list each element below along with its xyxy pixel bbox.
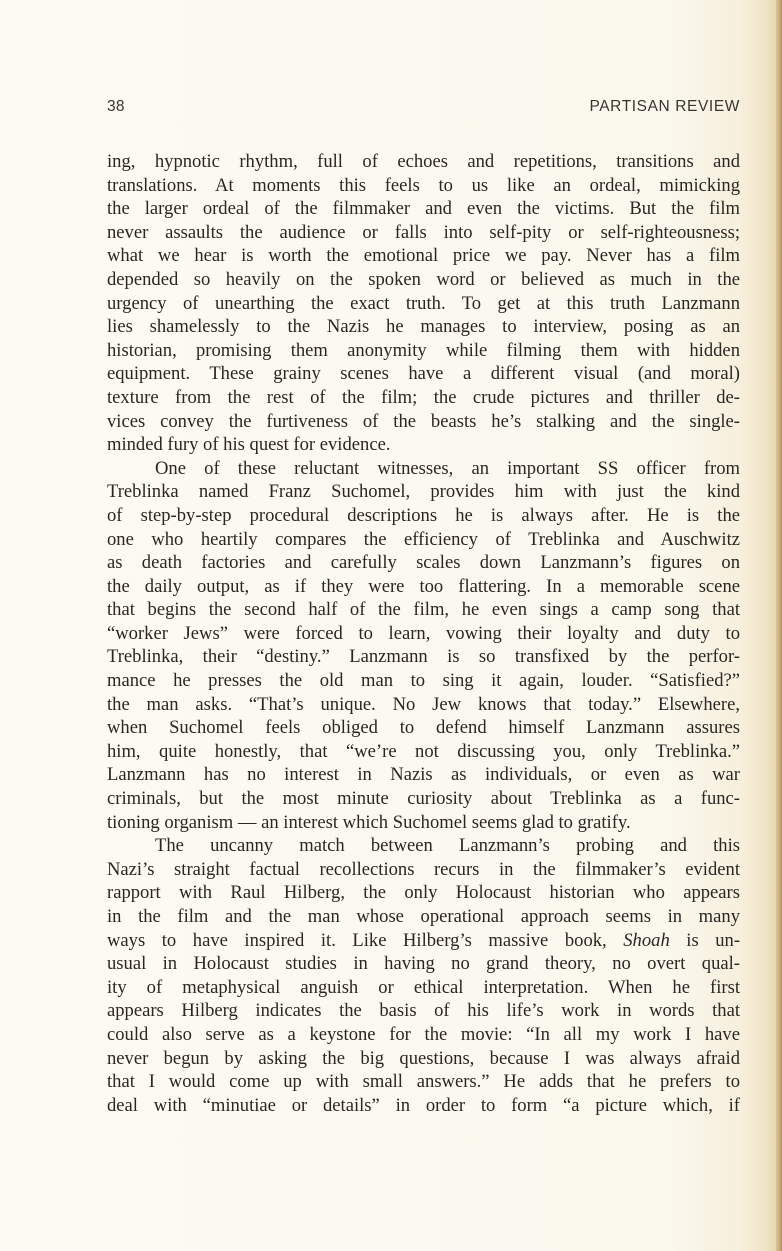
text-line: Nazi’s straight factual recollections recurs in the filmmaker’s evident [107, 858, 740, 880]
text-line: criminals, but the most minute curiosity about Treblinka as a func- [107, 788, 740, 810]
text-segment: is un- [669, 929, 741, 951]
film-title-italic: Shoah [623, 929, 670, 951]
text-line: of step-by-step procedural descriptions he is always after. He is the [107, 504, 740, 526]
text-line: could also serve as a keystone for the movie: “In all my work I have [107, 1023, 740, 1045]
text-line: never assaults the audience or falls into self-pity or self-righteousness; [107, 221, 740, 243]
text-line: historian, promising them anonymity while filming them with hidden [107, 339, 740, 361]
text-line: as death factories and carefully scales down Lanzmann’s figures on [107, 552, 740, 574]
text-line: the larger ordeal of the filmmaker and even the victims. But the film [107, 198, 740, 220]
paragraph-start-line: The uncanny match between Lanzmann’s probing and this [155, 835, 740, 857]
text-line: that I would come up with small answers.” He adds that he prefers to [107, 1071, 740, 1093]
text-line: Lanzmann has no interest in Nazis as individuals, or even as war [107, 764, 740, 786]
text-line: vices convey the furtiveness of the beasts he’s stalking and the single- [107, 410, 740, 432]
page-edge-shadow [776, 0, 782, 1251]
text-line: the man asks. “That’s unique. No Jew knows that today.” Elsewhere, [107, 693, 740, 715]
text-line: texture from the rest of the film; the crude pictures and thriller de- [107, 386, 740, 408]
text-line: never begun by asking the big questions, because I was always afraid [107, 1047, 740, 1069]
text-line: translations. At moments this feels to us like an ordeal, mimicking [107, 174, 740, 196]
text-line: depended so heavily on the spoken word or believed as much in the [107, 268, 740, 290]
text-line: Treblinka, their “destiny.” Lanzmann is so transfixed by the perfor- [107, 646, 740, 668]
text-line: deal with “minutiae or details” in order to form “a picture which, if [107, 1094, 740, 1116]
text-line: equipment. These grainy scenes have a different visual (and moral) [107, 363, 740, 385]
text-line: usual in Holocaust studies in having no grand theory, no overt qual- [107, 953, 740, 975]
journal-title: PARTISAN REVIEW [589, 98, 740, 115]
paragraph-start-line: One of these reluctant witnesses, an important SS officer from [155, 457, 740, 479]
paragraph-end-line: tioning organism — an interest which Suchomel seems glad to gratify. [107, 811, 631, 833]
text-line: ity of metaphysical anguish or ethical interpretation. When he first [107, 976, 740, 998]
text-line: Treblinka named Franz Suchomel, provides him with just the kind [107, 481, 740, 503]
paragraph-end-line: minded fury of his quest for evidence. [107, 434, 391, 456]
text-line: when Suchomel feels obliged to defend himself Lanzmann assures [107, 717, 740, 739]
text-line: ing, hypnotic rhythm, full of echoes and repetitions, transitions and [107, 151, 740, 172]
text-line: in the film and the man whose operational approach seems in many [107, 906, 740, 927]
text-line: him, quite honestly, that “we’re not discussing you, only Treblinka.” [107, 740, 740, 762]
text-segment: ways to have inspired it. Like Hilberg’s massive book, [107, 929, 624, 951]
text-line: “worker Jews” were forced to learn, vowing their loyalty and duty to [107, 622, 740, 644]
text-line: that begins the second half of the film, he even sings a camp song that [107, 599, 740, 621]
text-line: mance he presses the old man to sing it again, louder. “Satisfied?” [107, 670, 740, 692]
page-number: 38 [107, 98, 125, 115]
text-line: rapport with Raul Hilberg, the only Holocaust historian who appears [107, 882, 740, 904]
text-line: the daily output, as if they were too flattering. In a memorable scene [107, 575, 740, 597]
running-head [107, 98, 740, 118]
text-line: appears Hilberg indicates the basis of his life’s work in words that [107, 1000, 740, 1022]
text-line: lies shamelessly to the Nazis he manages to interview, posing as an [107, 316, 740, 338]
body-text [107, 150, 740, 1117]
text-line: what we hear is worth the emotional price we pay. Never has a film [107, 245, 740, 267]
text-line-with-italic [107, 929, 740, 953]
text-line: urgency of unearthing the exact truth. To get at this truth Lanzmann [107, 292, 740, 314]
text-line: one who heartily compares the efficiency of Treblinka and Auschwitz [107, 528, 740, 550]
